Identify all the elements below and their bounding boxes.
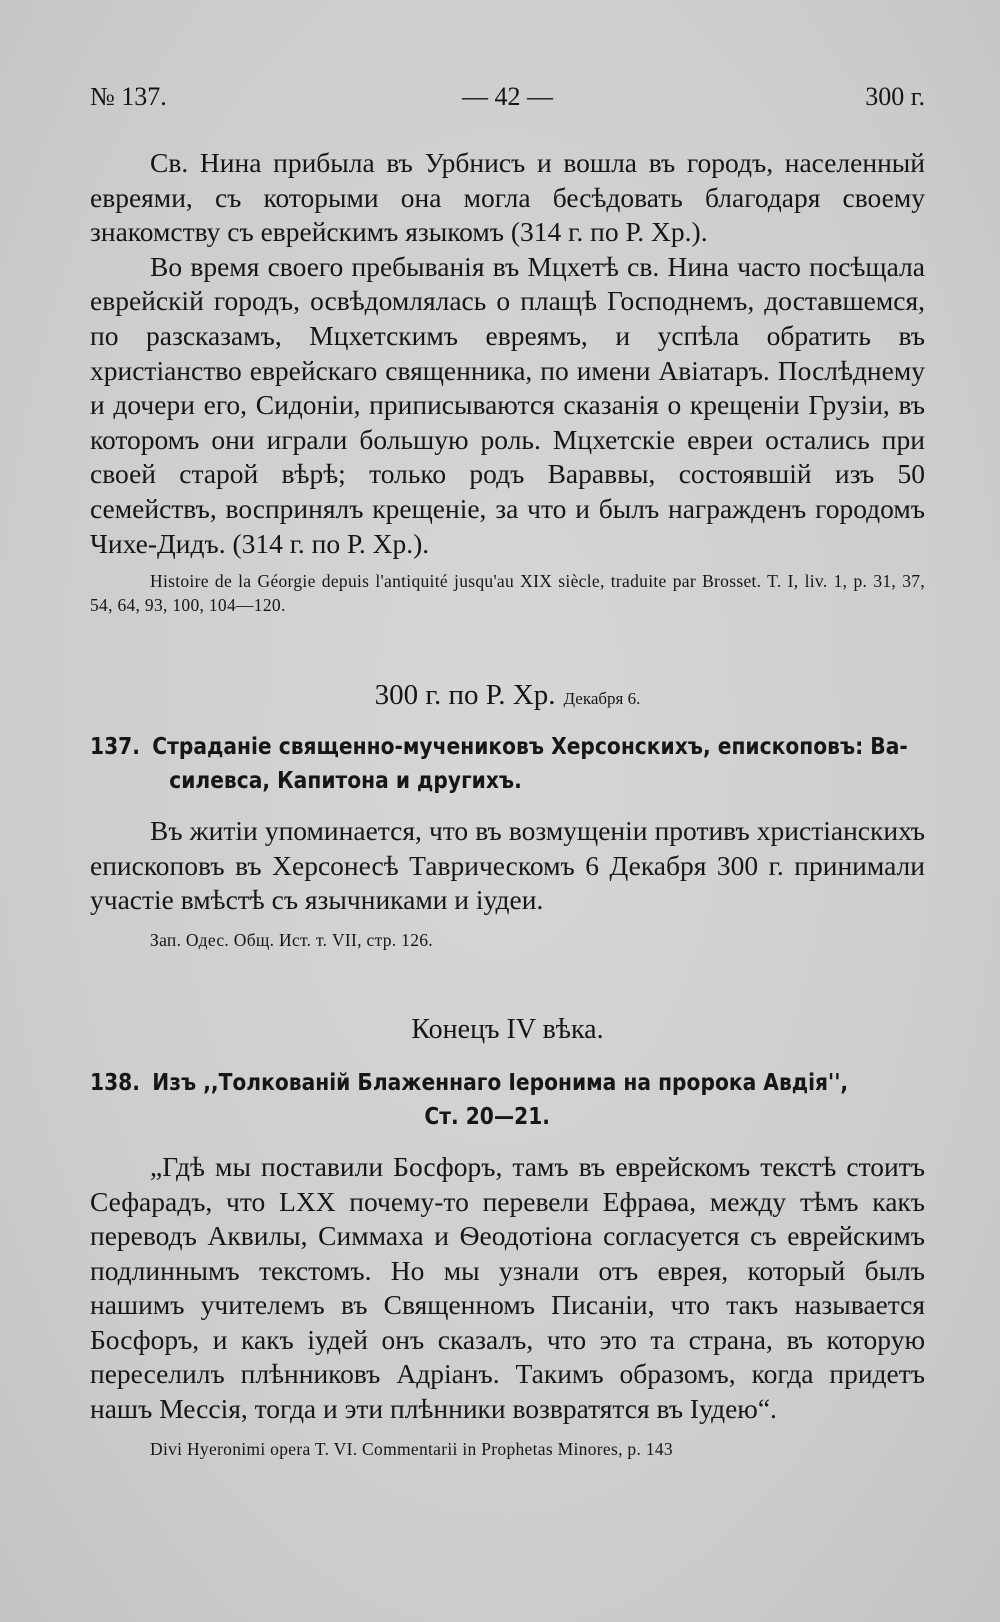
paragraph-nina-urbnis: Св. Нина прибыла въ Урбнисъ и вошла въ городъ, населенный евреями, съ которыми она могла бесѣдовать благодаря своему знакомству съ еврейскимъ языкомъ (314 г. по Р. Хр.). bbox=[90, 147, 925, 248]
entry-number-header: № 137. bbox=[90, 82, 167, 111]
date-heading-300 bbox=[90, 679, 925, 712]
page-number: — 42 — bbox=[462, 82, 553, 111]
date-heading-day: Декабря 6. bbox=[563, 689, 641, 709]
date-heading-main: 300 г. по Р. Хр. bbox=[374, 679, 556, 712]
entry-title-138-line2: Ст. 20—21. bbox=[424, 1103, 550, 1130]
running-header bbox=[90, 82, 925, 118]
reference-hieronymus: Divi Hyeronimi opera T. VI. Commentarii in Prophetas Minores, p. 143 bbox=[150, 1438, 673, 1459]
year-header: 300 г. bbox=[865, 82, 925, 111]
entry-number-138: 138. bbox=[90, 1069, 140, 1096]
reference-odessa: Зап. Одес. Общ. Ист. т. VII, стр. 126. bbox=[150, 929, 433, 950]
entry-title-138 bbox=[90, 1066, 925, 1134]
reference-brosset: Histoire de la Géorgie depuis l'antiquité jusqu'au XIX siècle, traduite par Brosset. T. I, liv. 1, p. 31, 37, 54, 64, 93, 100, 104—120. bbox=[90, 571, 925, 616]
paragraph-jerome-quote: „Гдѣ мы поставили Босфоръ, тамъ въ еврейскомъ текстѣ стоитъ Сефарадъ, что LXX почему-то перевели Ефраѳа, между тѣмъ какъ переводъ Аквилы, Симмаха и Ѳеодотіона согласуется съ еврейскимъ подлиннымъ текстомъ. Но мы узнали отъ еврея, который былъ нашимъ учителемъ въ Священномъ Писаніи, что такъ называется Босфоръ, и какъ іудей онъ сказалъ, что это та страна, въ которую переселилъ плѣнниковъ Адріанъ. Такимъ образомъ, когда придетъ нашъ Мессія, тогда и эти плѣнники возвратятся въ Іудею“. bbox=[90, 1150, 925, 1425]
period-heading: Конецъ IV вѣка. bbox=[411, 1013, 604, 1045]
entry-title-137-line2: силевса, Капитона и другихъ. bbox=[169, 768, 522, 795]
paragraph-chersonesus: Въ житіи упоминается, что въ возмущеніи противъ христіанскихъ епископовъ въ Херсонесѣ Таврическомъ 6 Декабря 300 г. принимали участіе вмѣстѣ съ язычниками и іудеи. bbox=[90, 815, 925, 916]
entry-title-137-line1: Страданіе священно-мучениковъ Херсонскихъ, епископовъ: Ва- bbox=[152, 734, 908, 761]
entry-title-138-line1: Изъ ,,Толкованій Блаженнаго Іеронима на пророка Авдія'', bbox=[152, 1069, 849, 1096]
entry-number-137: 137. bbox=[90, 734, 140, 761]
paragraph-nina-mtskheta: Во время своего пребыванія въ Мцхетѣ св. Нина часто посѣщала еврейскій городъ, освѣдомлялась о плащѣ Господнемъ, доставшемся, по разсказамъ, Мцхетскимъ евреямъ, и успѣла обратить въ христіанство еврейскаго священника, по имени Авіатаръ. Послѣднему и дочери его, Сидоніи, приписываются сказанія о крещеніи Грузіи, въ которомъ они играли большую роль. Мцхетскіе евреи остались при своей старой вѣрѣ; только родъ Вараввы, состоявшій изъ 50 семействъ, воспринялъ крещеніе, за что и былъ награжденъ городомъ Чихе-Дидъ. (314 г. по Р. Хр.). bbox=[90, 250, 925, 559]
entry-title-137 bbox=[90, 730, 925, 798]
page-body bbox=[90, 146, 925, 1461]
